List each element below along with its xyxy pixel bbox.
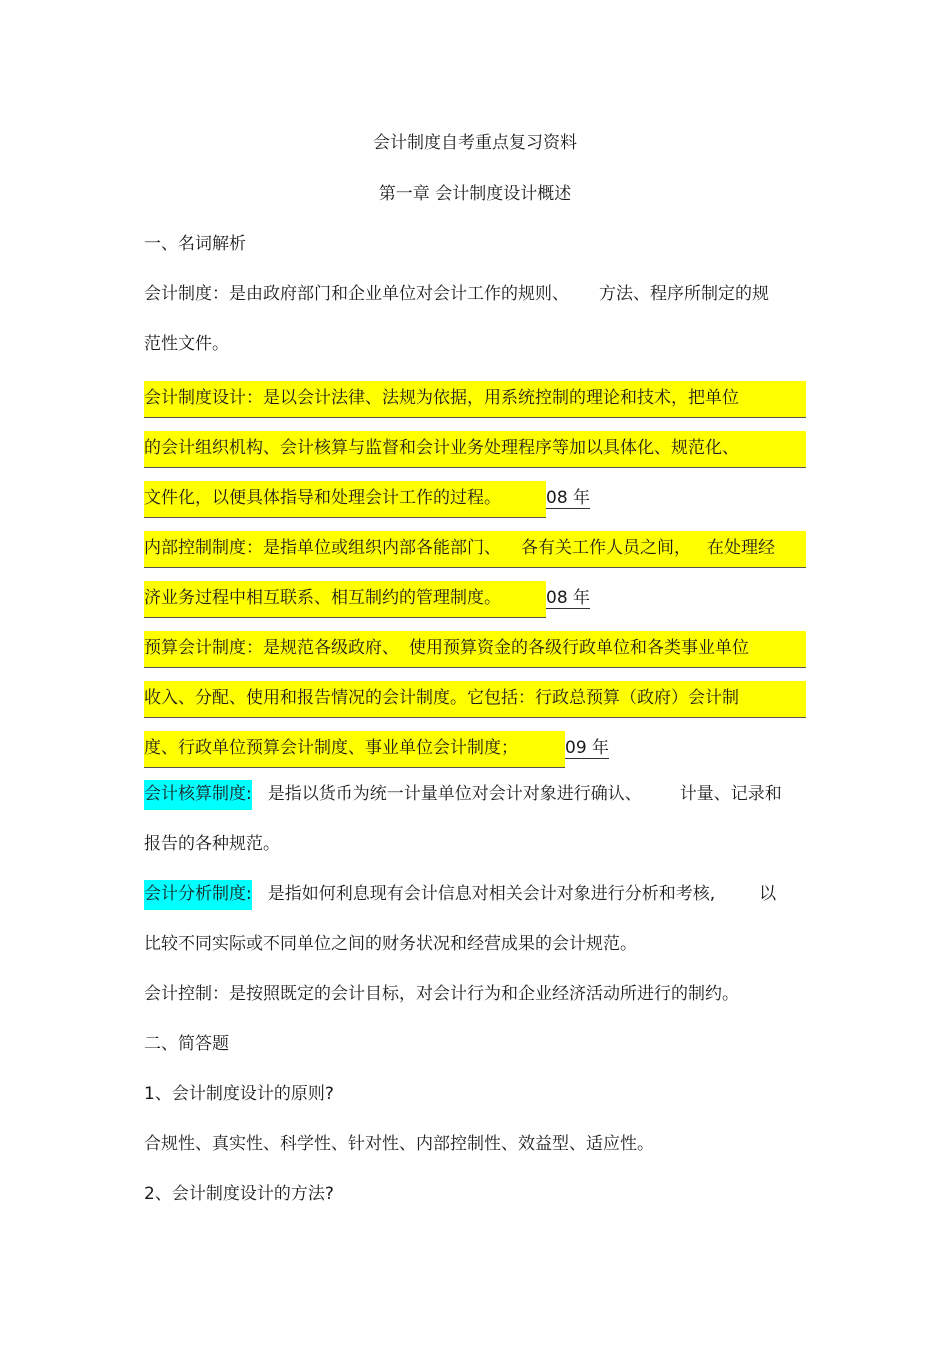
highlighted-text: 会计制度设计：是以会计法律、法规为依据，用系统控制的理论和技术，把单位 [144, 381, 806, 418]
term-budget-accounting-line2 [144, 681, 806, 718]
term-system-design-line2 [144, 431, 806, 468]
question-2: 2、会计制度设计的方法? [144, 1184, 334, 1204]
term-text: 计量、记录和 [679, 784, 782, 804]
term-accounting-analysis-line1 [144, 881, 776, 907]
highlighted-text: 的会计组织机构、会计核算与监督和会计业务处理程序等加以具体化、规范化、 [144, 431, 806, 468]
term-text: 是指如何利息现有会计信息对相关会计对象进行分析和考核, [267, 884, 716, 904]
term-internal-control-line1 [144, 531, 806, 568]
highlighted-text: 预算会计制度：是规范各级政府、 使用预算资金的各级行政单位和各类事业单位 [144, 631, 806, 668]
answer-1: 合规性、真实性、科学性、针对性、内部控制性、效益型、适应性。 [144, 1134, 654, 1154]
term-accounting-calc-line1 [144, 781, 782, 807]
term-accounting-control: 会计控制：是按照既定的会计目标，对会计行为和企业经济活动所进行的制约。 [144, 984, 739, 1004]
term-system-design-line1 [144, 381, 806, 418]
highlighted-text: 文件化，以便具体指导和处理会计工作的过程。 [144, 481, 546, 518]
cyan-label: 会计核算制度: [144, 780, 252, 810]
term-internal-control-line2 [144, 581, 590, 618]
term-text: 会计制度：是由政府部门和企业单位对会计工作的规则、 [144, 284, 569, 304]
term-accounting-calc-line2: 报告的各种规范。 [144, 834, 280, 854]
term-text: 方法、程序所制定的规 [599, 284, 769, 304]
term-accounting-system-line2: 范性文件。 [144, 334, 229, 354]
section-heading-2: 二、简答题 [144, 1034, 229, 1054]
question-1: 1、会计制度设计的原则? [144, 1084, 334, 1104]
term-text: 以 [759, 884, 777, 904]
year-tag: 09 年 [565, 738, 610, 758]
section-heading-1: 一、名词解析 [144, 234, 246, 254]
year-tag: 08 年 [546, 488, 591, 508]
highlighted-text: 度、行政单位预算会计制度、事业单位会计制度； [144, 731, 565, 768]
term-budget-accounting-line3 [144, 731, 609, 768]
year-tag: 08 年 [546, 588, 591, 608]
highlighted-text: 内部控制制度：是指单位或组织内部各能部门、 各有关工作人员之间， 在处理经 [144, 531, 806, 568]
term-budget-accounting-line1 [144, 631, 806, 668]
term-text: 是指以货币为统一计量单位对会计对象进行确认、 [267, 784, 642, 804]
term-accounting-analysis-line2: 比较不同实际或不同单位之间的财务状况和经营成果的会计规范。 [144, 934, 637, 954]
document-title: 会计制度自考重点复习资料 [373, 133, 577, 153]
chapter-heading: 第一章 会计制度设计概述 [378, 184, 572, 204]
highlighted-text: 济业务过程中相互联系、相互制约的管理制度。 [144, 581, 546, 618]
term-accounting-system-line1 [144, 281, 769, 307]
cyan-label: 会计分析制度: [144, 880, 252, 910]
term-system-design-line3 [144, 481, 590, 518]
highlighted-text: 收入、分配、使用和报告情况的会计制度。它包括：行政总预算（政府）会计制 [144, 681, 806, 718]
